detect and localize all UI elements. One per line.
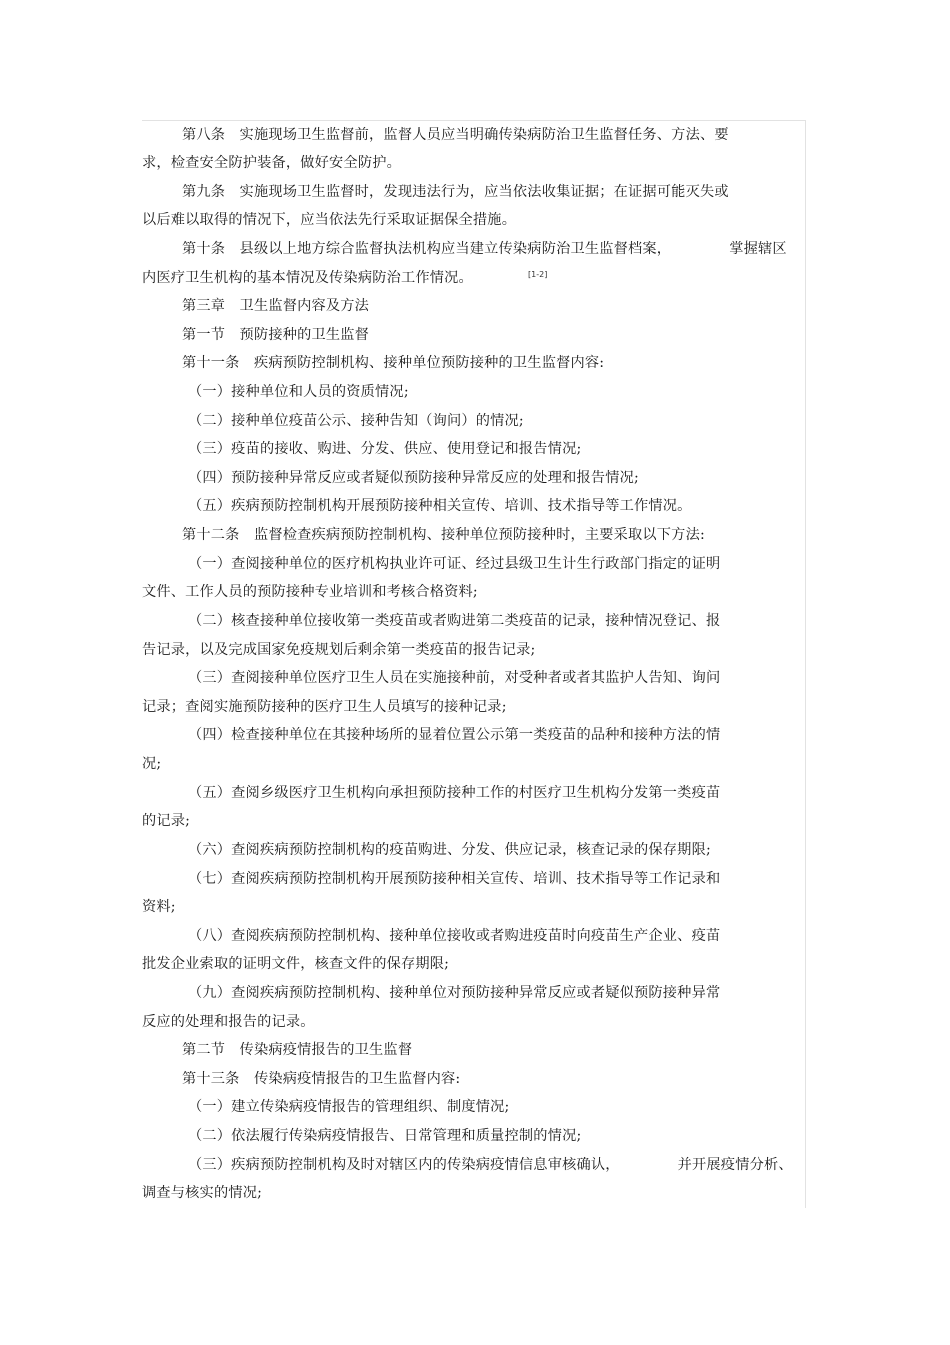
list-item [142,1151,793,1179]
section-1-heading: 第一节 预防接种的卫生监督 [182,327,370,343]
list-item: （五）疾病预防控制机构开展预防接种相关宣传、培训、技术指导等工作情况。 [188,498,692,514]
article-13-line-1: 第十三条 传染病疫情报告的卫生监督内容: [182,1071,461,1087]
list-item: （九）查阅疾病预防控制机构、接种单位对预防接种异常反应或者疑似预防接种异常 [188,985,721,1001]
list-item: （二）依法履行传染病疫情报告、日常管理和质量控制的情况; [188,1128,582,1144]
list-item-continuation: 资料; [142,899,176,915]
list-item: （一）查阅接种单位的医疗机构执业许可证、经过县级卫生计生行政部门指定的证明 [188,556,721,572]
article-12-line-1: 第十二条 监督检查疾病预防控制机构、接种单位预防接种时，主要采取以下方法: [182,527,705,543]
list-item-continuation: 文件、工作人员的预防接种专业培训和考核合格资料; [142,584,478,600]
list-item: （一）建立传染病疫情报告的管理组织、制度情况; [188,1099,510,1115]
list-item: （二）核查接种单位接收第一类疫苗或者购进第二类疫苗的记录，接种情况登记、报 [188,613,721,629]
list-item-continuation: 的记录; [142,813,191,829]
list-item: （二）接种单位疫苗公示、接种告知（询问）的情况; [188,413,524,429]
article-8-line-1: 第八条 实施现场卫生监督前，监督人员应当明确传染病防治卫生监督任务、方法、要 [182,127,729,143]
list-item-continuation: 告记录，以及完成国家免疫规划后剩余第一类疫苗的报告记录; [142,642,536,658]
list-item-continuation: 调查与核实的情况; [142,1185,263,1201]
article-11-line-1: 第十一条 疾病预防控制机构、接种单位预防接种的卫生监督内容: [182,355,605,371]
list-item: （一）接种单位和人员的资质情况; [188,384,409,400]
list-item-text-a: （三）疾病预防控制机构及时对辖区内的传染病疫情信息审核确认， [188,1157,620,1173]
list-item: （七）查阅疾病预防控制机构开展预防接种相关宣传、培训、技术指导等工作记录和 [188,871,721,887]
article-9-line-2: 以后难以取得的情况下，应当依法先行采取证据保全措施。 [142,212,517,228]
list-item-text-b: 并开展疫情分析、 [677,1157,793,1173]
list-item: （八）查阅疾病预防控制机构、接种单位接收或者购进疫苗时向疫苗生产企业、疫苗 [188,928,721,944]
chapter-3-heading: 第三章 卫生监督内容及方法 [182,298,370,314]
list-item: （六）查阅疾病预防控制机构的疫苗购进、分发、供应记录，核查记录的保存期限; [188,842,711,858]
list-item-continuation: 批发企业索取的证明文件，核查文件的保存期限; [142,956,450,972]
list-item: （三）疫苗的接收、购进、分发、供应、使用登记和报告情况; [188,441,582,457]
list-item: （四）检查接种单位在其接种场所的显着位置公示第一类疫苗的品种和接种方法的情 [188,727,721,743]
list-item-continuation: 反应的处理和报告的记录。 [142,1014,315,1030]
list-item-continuation: 况; [142,756,162,772]
article-10-line-2 [142,264,473,292]
section-2-heading: 第二节 传染病疫情报告的卫生监督 [182,1042,413,1058]
article-8-line-2: 求，检查安全防护装备，做好安全防护。 [142,155,401,171]
article-9-line-1: 第九条 实施现场卫生监督时，发现违法行为，应当依法收集证据；在证据可能灭失或 [182,184,729,200]
article-10-text-b: 掌握辖区 [729,241,787,257]
citation-superscript: [1-2] [528,270,548,279]
article-10-line-1 [142,235,787,263]
article-10-line-2-text: 内医疗卫生机构的基本情况及传染病防治工作情况。 [142,270,473,286]
list-item-continuation: 记录；查阅实施预防接种的医疗卫生人员填写的接种记录; [142,699,507,715]
article-10-text-a: 第十条 县级以上地方综合监督执法机构应当建立传染病防治卫生监督档案， [182,241,672,257]
list-item: （三）查阅接种单位医疗卫生人员在实施接种前，对受种者或者其监护人告知、询问 [188,670,721,686]
list-item: （四）预防接种异常反应或者疑似预防接种异常反应的处理和报告情况; [188,470,639,486]
list-item: （五）查阅乡级医疗卫生机构向承担预防接种工作的村医疗卫生机构分发第一类疫苗 [188,785,721,801]
